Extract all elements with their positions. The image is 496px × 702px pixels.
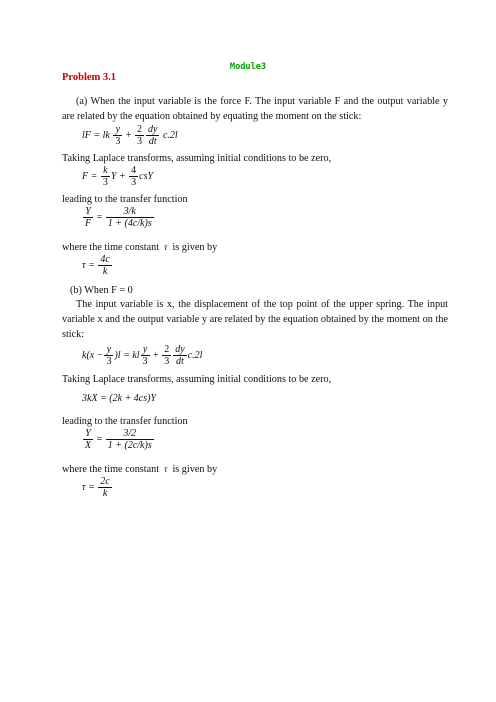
part-b-paragraph: The input variable is x, the displacement of the top point of the upper spring. The input variable x and the output variable y are related by the equation obtained by the moment on the stick: bbox=[62, 299, 448, 340]
part-b-tau-text: where the time constant τ is given by bbox=[62, 464, 218, 475]
part-b-laplace-equation: 3kX = (2k + 4cs)Y bbox=[82, 393, 157, 404]
part-b-tau-equation: τ = $\frac{2c}{k}$ bbox=[82, 476, 110, 499]
tau-symbol: τ bbox=[164, 242, 168, 252]
frac-2-3: $\frac{2}{3}$ bbox=[137, 124, 142, 147]
part-a-text: When the input variable is the force F. The input variable F and the output variable y are related by the equation obtained by equating the moment on the stick: bbox=[62, 96, 448, 122]
part-a-tau-equation: τ = $\frac{4c}{k}$ bbox=[82, 254, 110, 277]
part-a-moment-equation: lF = lk $\frac{y}{3}$ + $\frac{2}{3}$ $\frac{dy}{dt}$ c.2l bbox=[82, 124, 178, 147]
eq-a1-lhs: lF = lk bbox=[82, 129, 110, 141]
frac-dy-dt: $\frac{dy}{dt}$ bbox=[148, 124, 158, 147]
part-b-tf-text: leading to the transfer function bbox=[62, 416, 188, 427]
problem-heading: Problem 3.1 bbox=[62, 72, 117, 83]
part-a-paragraph bbox=[62, 94, 448, 124]
part-a-label: (a) bbox=[76, 96, 88, 107]
part-a-laplace-text: Taking Laplace transforms, assuming initial conditions to be zero, bbox=[62, 153, 332, 164]
part-b-transfer-function: $\frac{Y}{X}$ = $\frac{3/2}{1 + (2c/k)s}$ bbox=[85, 428, 152, 451]
part-b-label: (b) When F = 0 bbox=[70, 285, 133, 296]
part-b-laplace-text: Taking Laplace transforms, assuming initial conditions to be zero, bbox=[62, 374, 332, 385]
eq-a1-tail: c.2l bbox=[162, 129, 178, 141]
part-a-tau-text: where the time constant τ is given by bbox=[62, 242, 218, 253]
part-a-tf-text: leading to the transfer function bbox=[62, 194, 188, 205]
frac-y-3: $\frac{y}{3}$ bbox=[115, 124, 121, 147]
module-title: Module3 bbox=[229, 62, 267, 72]
part-b-moment-equation: k(x − $\frac{y}{3}$ )l = kl $\frac{y}{3}$ + $\frac{2}{3}$ $\frac{dy}{dt}$ c.2l bbox=[82, 344, 203, 367]
part-a-laplace-equation: F = $\frac{k}{3}$ Y + $\frac{4}{3}$ csY bbox=[82, 165, 154, 188]
part-a-transfer-function: $\frac{Y}{F}$ = $\frac{3/k}{1 + (4c/k)s}$ bbox=[85, 206, 152, 229]
